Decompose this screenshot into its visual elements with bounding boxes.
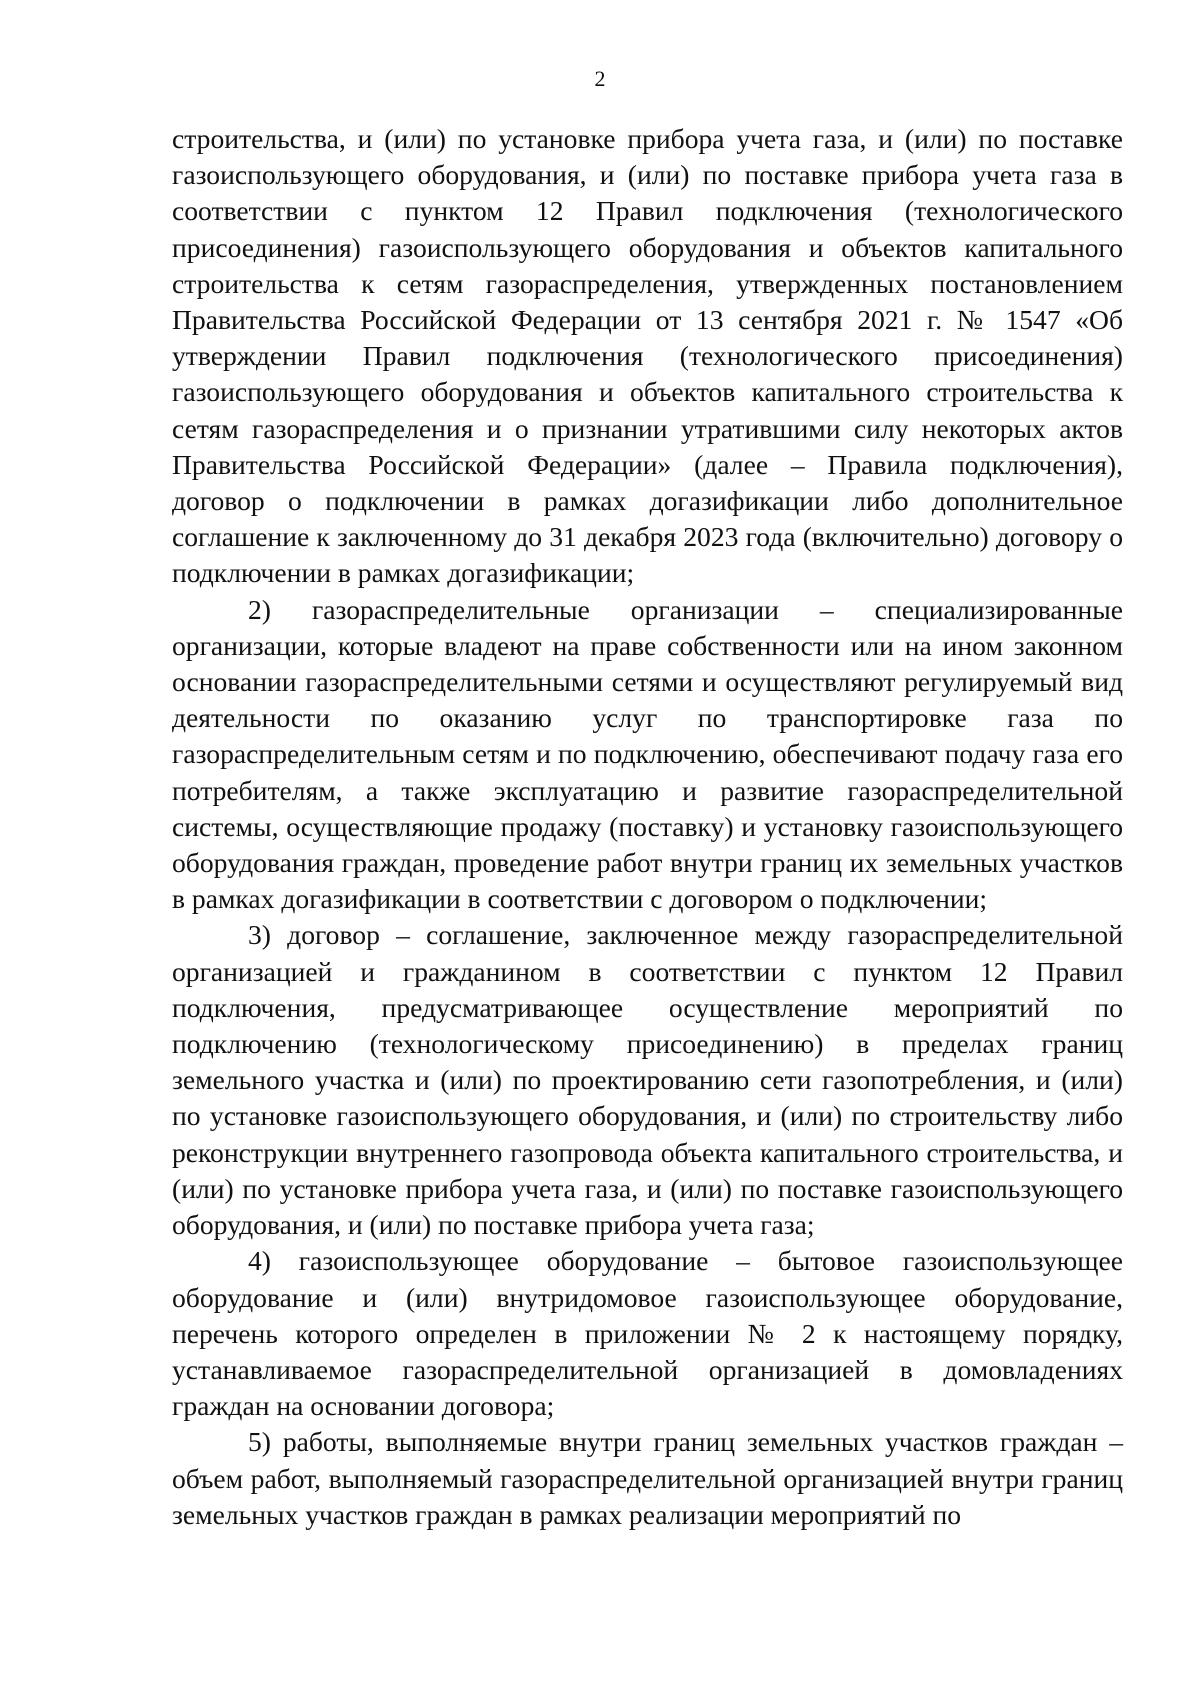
paragraph-item-5: 5) работы, выполняемые внутри границ земельных участков граждан – объем работ, выполняемый газораспределительной организацией внутри границ земельных участков граждан в рамках реализации мероприятий по xyxy=(172,1426,1123,1530)
document-body xyxy=(172,121,1123,1533)
paragraph-item-3: 3) договор – соглашение, заключенное между газораспределительной организацией и гражданином в соответствии с пунктом 12 Правил подключения, предусматривающее осуществление мероприятий по подключению (технологическому присоединению) в пределах границ земельного участка и (или) по проектированию сети газопотребления, и (или) по установке газоиспользующего оборудования, и (или) по строительству либо реконструкции внутреннего газопровода объекта капитального строительства, и (или) по установке прибора учета газа, и (или) по поставке газоиспользующего оборудования, и (или) по поставке прибора учета газа; xyxy=(172,919,1123,1241)
page-number: 2 xyxy=(594,66,606,91)
paragraph-continuation: строительства, и (или) по установке прибора учета газа, и (или) по поставке газоиспользующего оборудования, и (или) по поставке прибора учета газа в соответствии с пунктом 12 Правил подключения (технологического присоединения) газоиспользующего оборудования и объектов капитального строительства к сетям газораспределения, утвержденных постановлением Правительства Российской Федерации от 13 сентября 2021 г. № 1547 «Об утверждении Правил подключения (технологического присоединения) газоиспользующего оборудования и объектов капитального строительства к сетям газораспределения и о признании утратившими силу некоторых актов Правительства Российской Федерации» (далее – Правила подключения), договор о подключении в рамках догазификации либо дополнительное соглашение к заключенному до 31 декабря 2023 года (включительно) договору о подключении в рамках догазификации; xyxy=(172,123,1123,589)
paragraph-item-2: 2) газораспределительные организации – специализированные организации, которые владеют на праве собственности или на ином законном основании газораспределительными сетями и осуществляют регулируемый вид деятельности по оказанию услуг по транспортировке газа по газораспределительным сетям и по подключению, обеспечивают подачу газа его потребителям, а также эксплуатацию и развитие газораспределительной системы, осуществляющие продажу (поставку) и установку газоиспользующего оборудования граждан, проведение работ внутри границ их земельных участков в рамках догазификации в соответствии с договором о подключении; xyxy=(172,593,1123,915)
paragraph-item-4: 4) газоиспользующее оборудование – бытовое газоиспользующее оборудование и (или) внутридомовое газоиспользующее оборудование, перечень которого определен в приложении № 2 к настоящему порядку, устанавливаемое газораспределительной организацией в домовладениях граждан на основании договора; xyxy=(172,1245,1123,1422)
